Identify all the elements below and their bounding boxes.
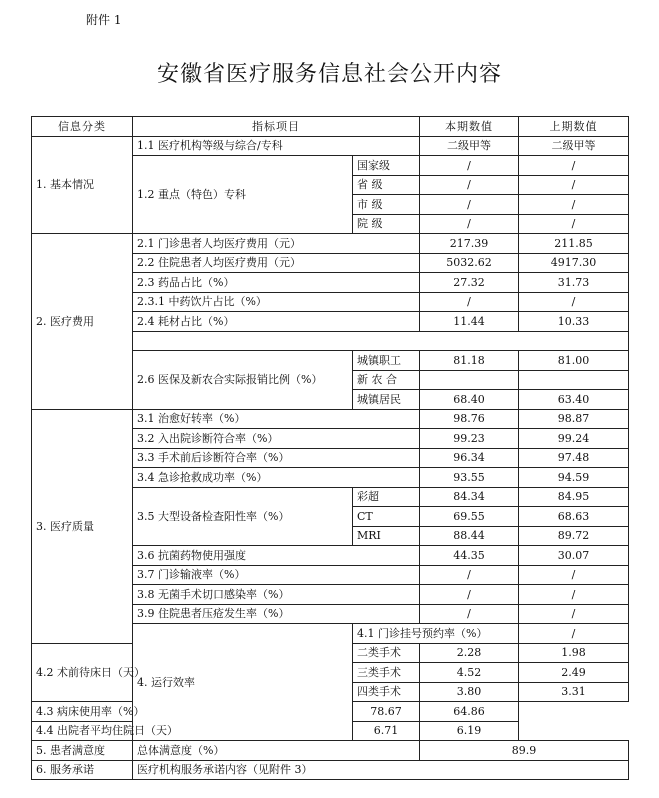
current-value: 44.35 bbox=[420, 546, 519, 566]
previous-value: 6.19 bbox=[420, 721, 519, 741]
table-header-row bbox=[32, 117, 629, 137]
table-row bbox=[32, 760, 629, 780]
sub-indicator-label: 二类手术 bbox=[353, 643, 420, 663]
previous-value: / bbox=[519, 292, 629, 312]
previous-value: 1.98 bbox=[519, 643, 629, 663]
indicator-label: 3.7 门诊输液率（%） bbox=[133, 565, 420, 585]
page-title: 安徽省医疗服务信息社会公开内容 bbox=[156, 62, 502, 87]
previous-value bbox=[519, 370, 629, 390]
current-value: 78.67 bbox=[353, 702, 420, 722]
previous-value: 63.40 bbox=[519, 390, 629, 410]
indicator-label: 1.1 医疗机构等级与综合/专科 bbox=[133, 136, 420, 156]
sub-indicator-label: CT bbox=[353, 507, 420, 527]
previous-value: 4917.30 bbox=[519, 253, 629, 273]
indicator-label: 3.2 入出院诊断符合率（%） bbox=[133, 429, 420, 449]
current-value: 68.40 bbox=[420, 390, 519, 410]
category-commitment: 6. 服务承诺 bbox=[32, 760, 133, 780]
sub-indicator-label: 三类手术 bbox=[353, 663, 420, 683]
indicator-label: 2.3.1 中药饮片占比（%） bbox=[133, 292, 420, 312]
previous-value: 99.24 bbox=[519, 429, 629, 449]
indicator-label: 3.8 无菌手术切口感染率（%） bbox=[133, 585, 420, 605]
indicator-label: 2.6 医保及新农合实际报销比例（%） bbox=[133, 351, 353, 410]
satisfaction-value: 89.9 bbox=[420, 741, 629, 761]
previous-value: / bbox=[519, 565, 629, 585]
previous-value: 31.73 bbox=[519, 273, 629, 293]
current-value: 81.18 bbox=[420, 351, 519, 371]
current-value: 93.55 bbox=[420, 468, 519, 488]
table-row bbox=[32, 234, 629, 254]
indicator-label: 3.5 大型设备检查阳性率（%） bbox=[133, 487, 353, 546]
current-value: / bbox=[420, 292, 519, 312]
previous-value: 64.86 bbox=[420, 702, 519, 722]
previous-value: / bbox=[519, 195, 629, 215]
previous-value: 81.00 bbox=[519, 351, 629, 371]
previous-value: 98.87 bbox=[519, 409, 629, 429]
previous-value: 2.49 bbox=[519, 663, 629, 683]
category-cost: 2. 医疗费用 bbox=[32, 234, 133, 410]
disclosure-table bbox=[31, 116, 629, 780]
current-value: / bbox=[420, 195, 519, 215]
current-value: 6.71 bbox=[353, 721, 420, 741]
current-value: 27.32 bbox=[420, 273, 519, 293]
table-row bbox=[32, 409, 629, 429]
indicator-label: 4.4 出院者平均住院日（天） bbox=[32, 721, 353, 741]
previous-value: 二级甲等 bbox=[519, 136, 629, 156]
sub-indicator-label: 城镇职工 bbox=[353, 351, 420, 371]
current-value: / bbox=[519, 624, 629, 644]
header-category: 信息分类 bbox=[32, 117, 133, 137]
header-previous: 上期数值 bbox=[519, 117, 629, 137]
sub-indicator-label: 彩超 bbox=[353, 487, 420, 507]
current-value: / bbox=[420, 604, 519, 624]
sub-indicator-label: 市 级 bbox=[353, 195, 420, 215]
previous-value: 68.63 bbox=[519, 507, 629, 527]
previous-value: 94.59 bbox=[519, 468, 629, 488]
indicator-label: 1.2 重点（特色）专科 bbox=[133, 156, 353, 234]
current-value: / bbox=[420, 214, 519, 234]
previous-value: / bbox=[519, 214, 629, 234]
blank-cell bbox=[133, 331, 629, 351]
current-value: 3.80 bbox=[420, 682, 519, 702]
current-value: / bbox=[420, 156, 519, 176]
previous-value: 211.85 bbox=[519, 234, 629, 254]
category-quality: 3. 医疗质量 bbox=[32, 409, 133, 643]
sub-indicator-label: 国家级 bbox=[353, 156, 420, 176]
table-row bbox=[32, 702, 629, 722]
current-value: / bbox=[420, 175, 519, 195]
indicator-label: 4.2 术前待床日（天） bbox=[32, 643, 133, 702]
sub-indicator-label: 新 农 合 bbox=[353, 370, 420, 390]
table-row bbox=[32, 741, 629, 761]
previous-value: / bbox=[519, 604, 629, 624]
current-value: / bbox=[420, 585, 519, 605]
current-value bbox=[420, 370, 519, 390]
previous-value: 10.33 bbox=[519, 312, 629, 332]
current-value: 217.39 bbox=[420, 234, 519, 254]
current-value: 11.44 bbox=[420, 312, 519, 332]
table-row bbox=[32, 136, 629, 156]
previous-value: 97.48 bbox=[519, 448, 629, 468]
category-satisfaction: 5. 患者满意度 bbox=[32, 741, 133, 761]
previous-value: 89.72 bbox=[519, 526, 629, 546]
previous-value: / bbox=[519, 585, 629, 605]
current-value: 2.28 bbox=[420, 643, 519, 663]
indicator-label: 3.6 抗菌药物使用强度 bbox=[133, 546, 420, 566]
current-value: 84.34 bbox=[420, 487, 519, 507]
current-value: 99.23 bbox=[420, 429, 519, 449]
indicator-label: 3.9 住院患者压疮发生率（%） bbox=[133, 604, 420, 624]
indicator-label: 2.4 耗材占比（%） bbox=[133, 312, 420, 332]
header-current: 本期数值 bbox=[420, 117, 519, 137]
table-row bbox=[32, 721, 629, 741]
current-value: 88.44 bbox=[420, 526, 519, 546]
previous-value: / bbox=[519, 156, 629, 176]
previous-value: 84.95 bbox=[519, 487, 629, 507]
indicator-label: 2.2 住院患者人均医疗费用（元） bbox=[133, 253, 420, 273]
header-indicator: 指标项目 bbox=[133, 117, 420, 137]
current-value: 5032.62 bbox=[420, 253, 519, 273]
current-value: 98.76 bbox=[420, 409, 519, 429]
attachment-label: 附件 1 bbox=[86, 13, 122, 27]
current-value: 96.34 bbox=[420, 448, 519, 468]
current-value: 二级甲等 bbox=[420, 136, 519, 156]
sub-indicator-label: 省 级 bbox=[353, 175, 420, 195]
indicator-label: 3.4 急诊抢救成功率（%） bbox=[133, 468, 420, 488]
indicator-label: 总体满意度（%） bbox=[133, 741, 420, 761]
current-value: 69.55 bbox=[420, 507, 519, 527]
current-value: / bbox=[420, 565, 519, 585]
sub-indicator-label: 院 级 bbox=[353, 214, 420, 234]
current-value: 4.52 bbox=[420, 663, 519, 683]
indicator-label: 4.1 门诊挂号预约率（%） bbox=[353, 624, 519, 644]
sub-indicator-label: 城镇居民 bbox=[353, 390, 420, 410]
indicator-label: 4.3 病床使用率（%） bbox=[32, 702, 353, 722]
category-efficiency: 4. 运行效率 bbox=[133, 624, 353, 741]
indicator-label: 2.3 药品占比（%） bbox=[133, 273, 420, 293]
category-basic: 1. 基本情况 bbox=[32, 136, 133, 234]
indicator-label: 2.1 门诊患者人均医疗费用（元） bbox=[133, 234, 420, 254]
sub-indicator-label: 四类手术 bbox=[353, 682, 420, 702]
indicator-label: 医疗机构服务承诺内容（见附件 3） bbox=[133, 760, 629, 780]
indicator-label: 3.1 治愈好转率（%） bbox=[133, 409, 420, 429]
sub-indicator-label: MRI bbox=[353, 526, 420, 546]
previous-value: / bbox=[519, 175, 629, 195]
previous-value: 30.07 bbox=[519, 546, 629, 566]
previous-value: 3.31 bbox=[519, 682, 629, 702]
indicator-label: 3.3 手术前后诊断符合率（%） bbox=[133, 448, 420, 468]
